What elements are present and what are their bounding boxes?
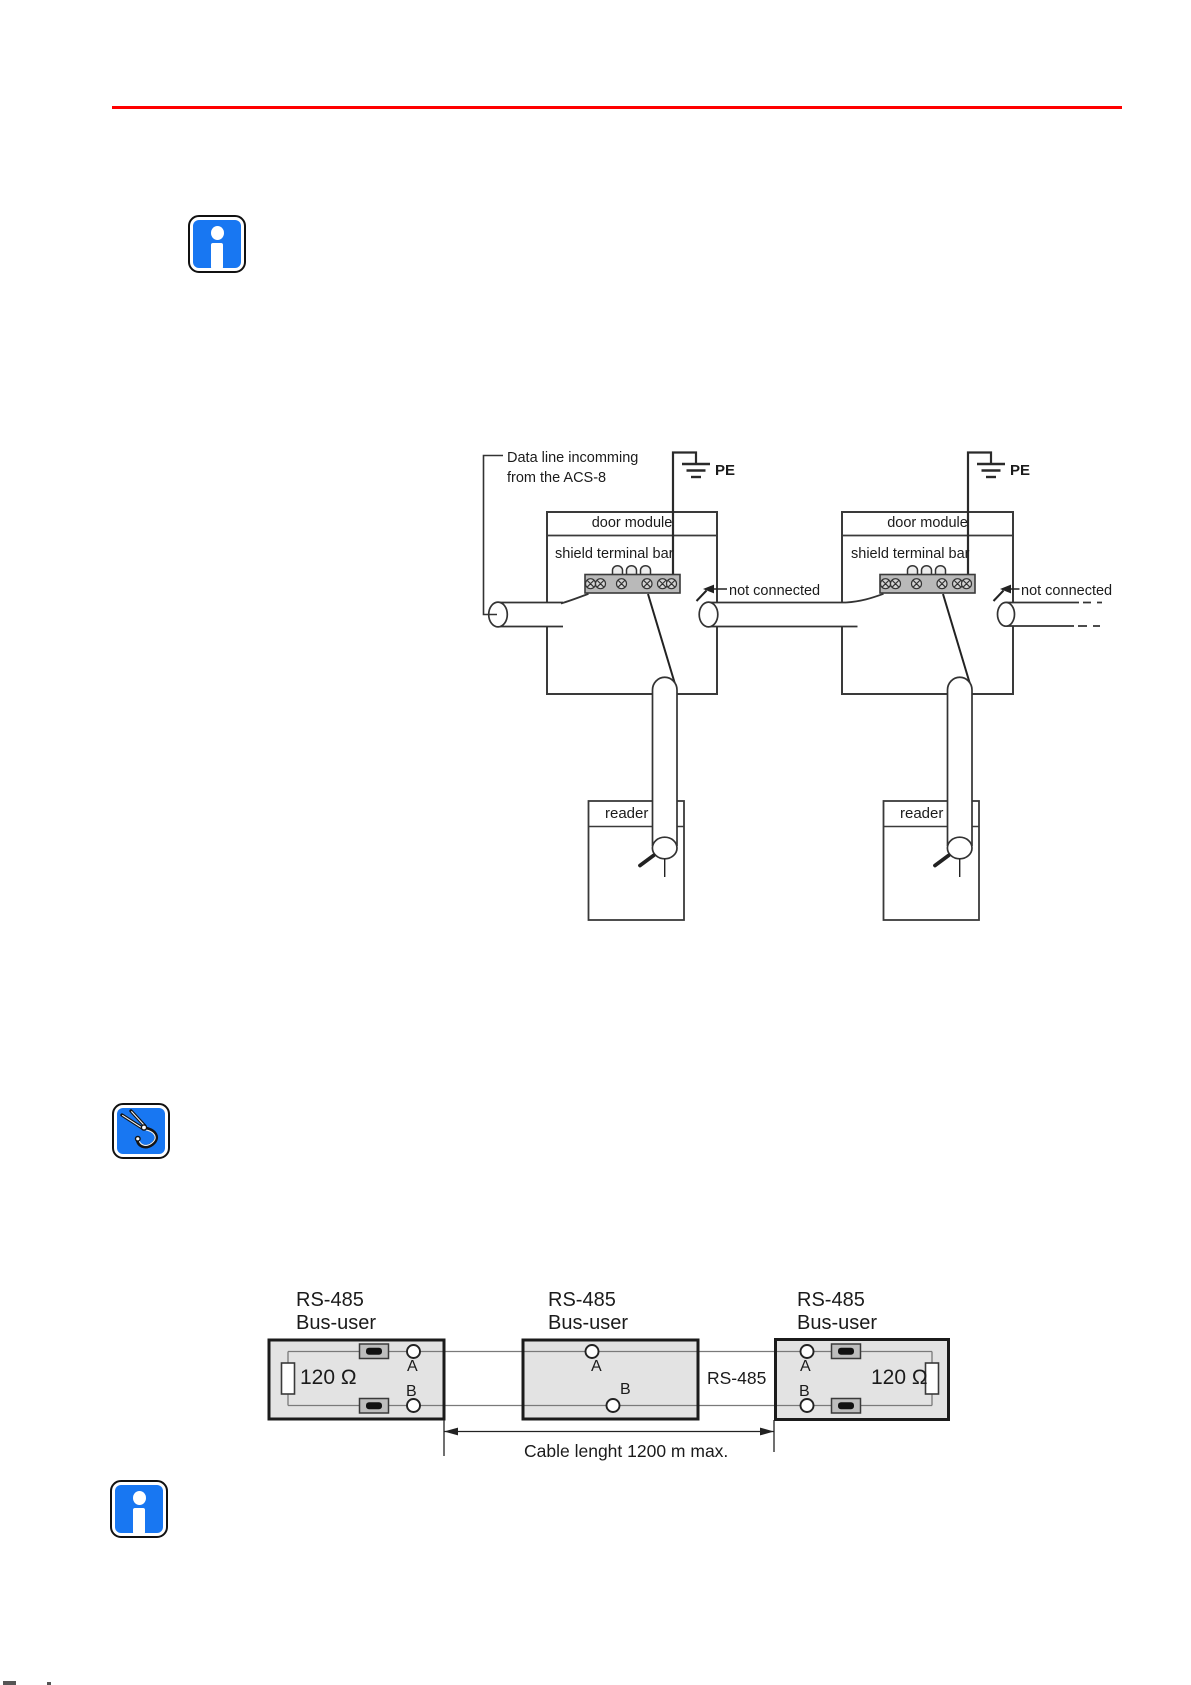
rs485-bus-label: RS-485: [707, 1368, 767, 1388]
pliers-glyph: [117, 1108, 164, 1151]
bus-user-title-2-line2: Bus-user: [548, 1311, 629, 1334]
terminal-b-label-2: B: [620, 1381, 631, 1398]
info-icon-dot: [211, 226, 224, 240]
bus-user-title-2-line1: RS-485: [548, 1289, 616, 1311]
pe-label-left: PE: [715, 462, 736, 479]
terminator-label-3: 120 Ω: [871, 1366, 928, 1389]
data-line-label-line2: from the ACS-8: [507, 469, 607, 486]
info-icon-bottom-background: [115, 1485, 163, 1533]
pe-label-right: PE: [1010, 462, 1031, 479]
data-line-label-line1: Data line incomming: [507, 450, 639, 466]
cable-length-note: Cable lenght 1200 m max.: [524, 1441, 729, 1461]
bus-user-title-3-line2: Bus-user: [797, 1311, 878, 1334]
info-icon-bottom: [110, 1480, 168, 1538]
bus-user-title-2: [548, 1289, 628, 1334]
reader-title-right: reader: [900, 805, 944, 822]
terminal-b-label-3: B: [799, 1382, 810, 1400]
bus-user-title-1: [296, 1289, 376, 1334]
data-line-label: [507, 449, 638, 488]
not-connected-label-right: not connected: [1021, 583, 1113, 599]
info-icon-background: [193, 220, 241, 268]
terminal-a-label-2: A: [591, 1357, 602, 1375]
tools-icon-background: [117, 1108, 165, 1154]
bus-user-title-3: [797, 1289, 877, 1334]
not-connected-label-middle: not connected: [729, 583, 821, 599]
terminal-a-label-3: A: [800, 1357, 811, 1375]
terminator-label-1: 120 Ω: [300, 1366, 357, 1389]
header-rule: [112, 106, 1122, 109]
shield-terminal-bar-label-left: shield terminal bar: [555, 546, 674, 562]
door-module-title-right: door module: [887, 515, 968, 531]
info-icon: [188, 215, 246, 273]
terminal-a-label-1: A: [407, 1357, 418, 1375]
reader-title-left: reader: [605, 805, 649, 822]
terminal-b-label-1: B: [406, 1382, 417, 1400]
bus-user-title-1-line1: RS-485: [296, 1289, 364, 1311]
bus-user-title-1-line2: Bus-user: [296, 1311, 377, 1334]
info-icon-stem: [211, 243, 223, 269]
shield-terminal-bar-label-right: shield terminal bar: [851, 546, 970, 562]
bus-user-title-3-line1: RS-485: [797, 1289, 865, 1311]
footer-fragment-left: [3, 1681, 16, 1685]
info-icon-bottom-stem: [133, 1508, 145, 1534]
door-module-title-left: door module: [591, 515, 673, 531]
info-icon-bottom-dot: [133, 1491, 146, 1505]
tools-icon: [112, 1103, 170, 1159]
